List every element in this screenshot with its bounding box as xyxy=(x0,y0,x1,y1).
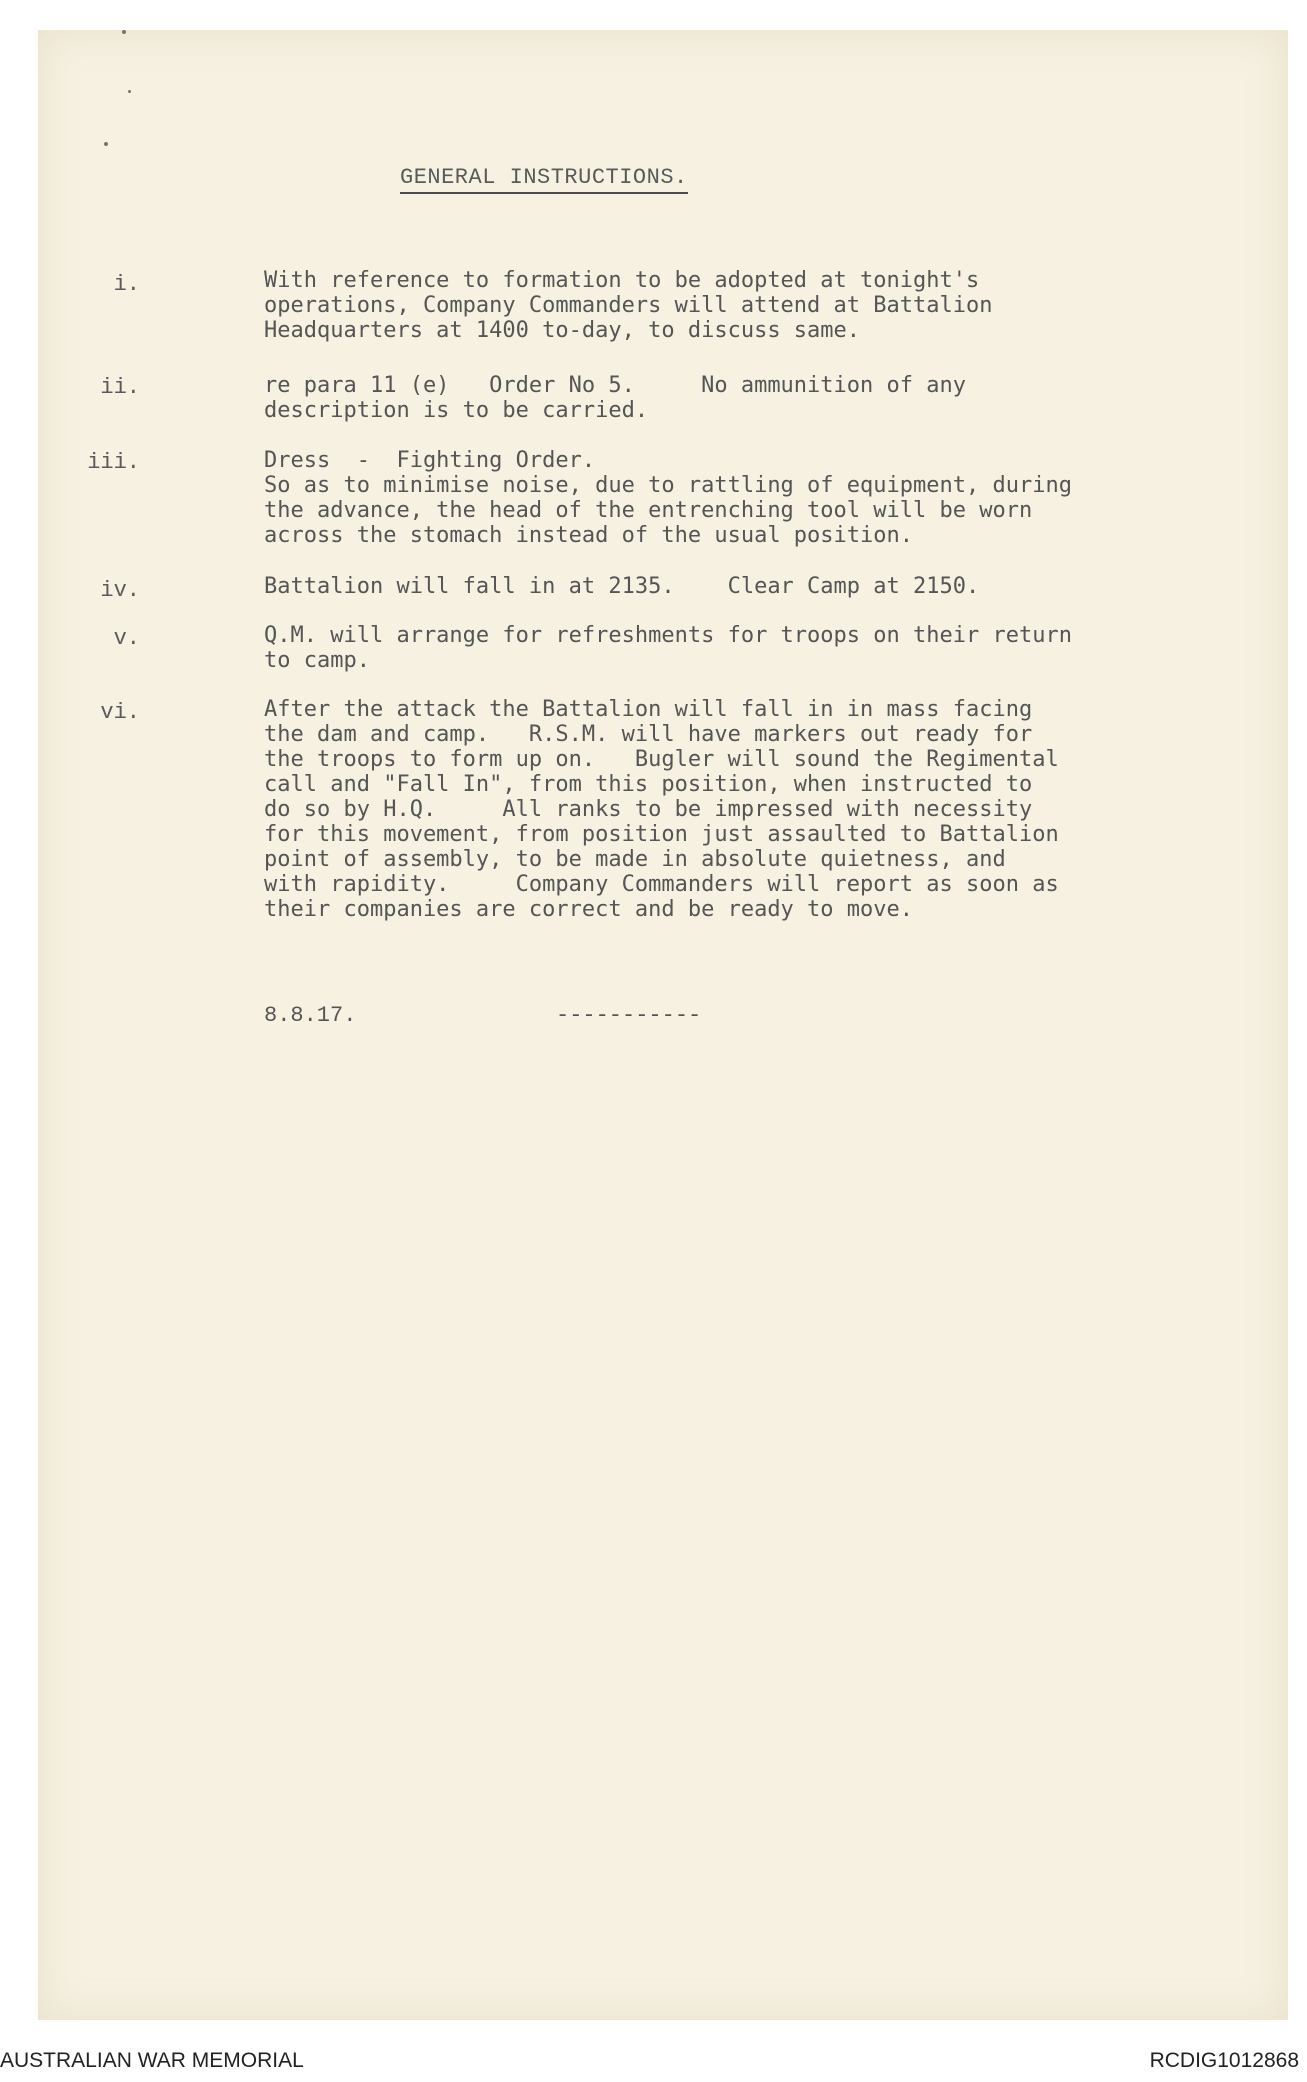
document-title: GENERAL INSTRUCTIONS. xyxy=(400,165,688,194)
item-text: Battalion will fall in at 2135. Clear Camp at 2150. xyxy=(264,574,980,599)
paper-speck xyxy=(128,90,131,93)
document-date: 8.8.17. xyxy=(264,1003,357,1028)
item-text: With reference to formation to be adopted at tonight's operations, Company Commanders will attend at Battalion Headquarters at 1400 to-day, to discuss same. xyxy=(264,268,993,343)
paper-speck xyxy=(122,30,126,34)
paper-speck xyxy=(104,142,108,146)
item-number: iii. xyxy=(87,450,140,475)
item-number: i. xyxy=(113,272,140,297)
item-number: vi. xyxy=(100,700,140,725)
item-text: After the attack the Battalion will fall in in mass facing the dam and camp. R.S.M. will have markers out ready for the troops to form up on. Bugler will sound the Regimental call and "Fall In", from this position, when instructed to do so by H.Q. All ranks to be impressed with necessity for this movement, from position just assaulted to Battalion point of assembly, to be made in absolute quietness, and with rapidity. Company Commanders will report as soon as their companies are correct and be ready to move. xyxy=(264,697,1059,922)
item-text: re para 11 (e) Order No 5. No ammunition of any description is to be carried. xyxy=(264,373,966,423)
item-number: ii. xyxy=(100,375,140,400)
item-number: iv. xyxy=(100,578,140,603)
item-text: Dress - Fighting Order. So as to minimise noise, due to rattling of equipment, during the advance, the head of the entrenching tool will be worn across the stomach instead of the usual position. xyxy=(264,448,1072,548)
item-number: v. xyxy=(113,626,140,651)
footer-institution: AUSTRALIAN WAR MEMORIAL xyxy=(0,2049,304,2072)
item-text: Q.M. will arrange for refreshments for troops on their return to camp. xyxy=(264,623,1072,673)
closing-rule: ----------- xyxy=(556,1003,702,1028)
footer-record-id: RCDIG1012868 xyxy=(1149,2049,1299,2072)
